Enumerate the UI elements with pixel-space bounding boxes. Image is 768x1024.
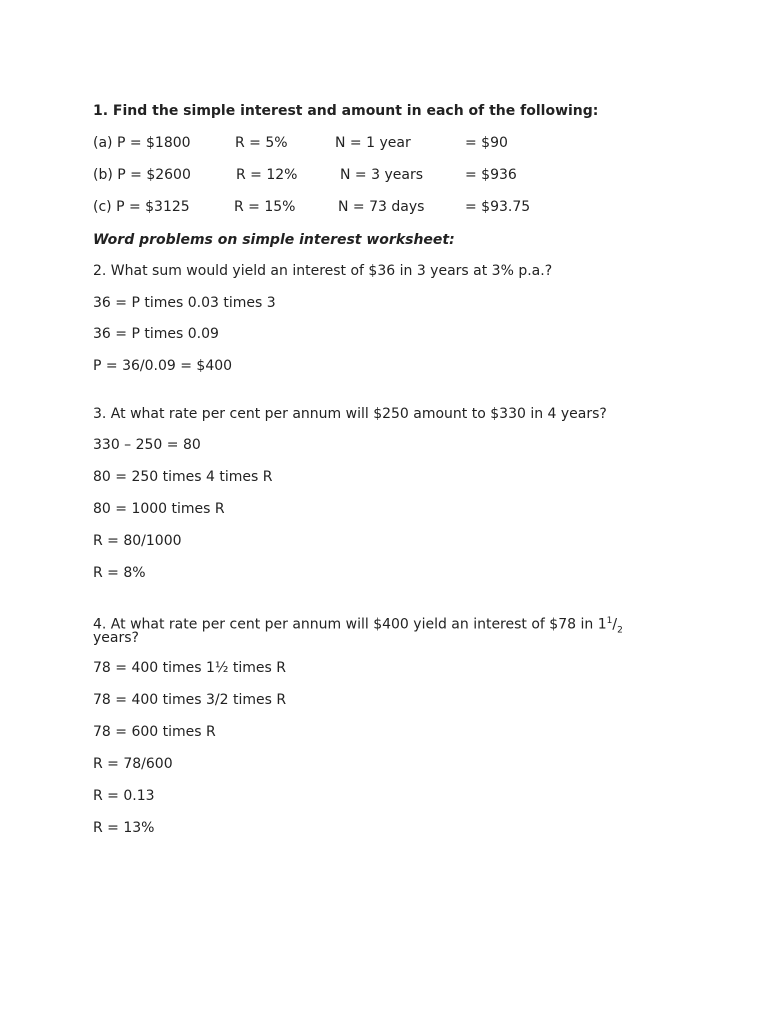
principal: (a) P = $1800 <box>93 135 191 151</box>
fraction-den: 2 <box>617 625 623 636</box>
q2-step: 36 = P times 0.03 times 3 <box>93 295 276 311</box>
q3-step: R = 8% <box>93 565 146 581</box>
q3-step: 80 = 250 times 4 times R <box>93 469 273 485</box>
rate: R = 5% <box>235 135 288 151</box>
result: = $90 <box>465 135 508 151</box>
q4-step: R = 13% <box>93 820 155 836</box>
fraction-whole: 1 <box>597 616 607 633</box>
principal: (c) P = $3125 <box>93 199 190 215</box>
q4-step: R = 78/600 <box>93 756 173 772</box>
q3-step: R = 80/1000 <box>93 533 182 549</box>
q4-step: 78 = 400 times 3/2 times R <box>93 692 287 708</box>
question-2: 2. What sum would yield an interest of $36 in 3 years at 3% p.a.? <box>93 263 553 279</box>
question-3: 3. At what rate per cent per annum will $250 amount to $330 in 4 years? <box>93 406 607 422</box>
section-title: Word problems on simple interest worksheet: <box>93 232 455 248</box>
q4-step: 78 = 400 times 1½ times R <box>93 660 287 676</box>
q4-step: 78 = 600 times R <box>93 724 216 740</box>
q2-step: P = 36/0.09 = $400 <box>93 358 233 374</box>
q4-step: R = 0.13 <box>93 788 155 804</box>
question-1-heading: 1. Find the simple interest and amount in each of the following: <box>93 103 599 119</box>
principal: (b) P = $2600 <box>93 167 191 183</box>
rate: R = 12% <box>236 167 298 183</box>
result: = $93.75 <box>465 199 531 215</box>
question-4-text: 4. At what rate per cent per annum will $400 yield an interest of $78 in <box>93 616 594 633</box>
rate: R = 15% <box>234 199 296 215</box>
time: N = 73 days <box>338 199 425 215</box>
q2-step: 36 = P times 0.09 <box>93 326 219 342</box>
time: N = 3 years <box>340 167 423 183</box>
question-4-cont: years? <box>93 630 139 646</box>
time: N = 1 year <box>335 135 411 151</box>
question-4: 4. At what rate per cent per annum will $400 yield an interest of $78 in $1^1/_2$ <box>93 616 623 636</box>
result: = $936 <box>465 167 517 183</box>
q3-step: 80 = 1000 times R <box>93 501 225 517</box>
q3-step: 330 – 250 = 80 <box>93 437 201 453</box>
fraction-num: 1 <box>606 616 613 626</box>
